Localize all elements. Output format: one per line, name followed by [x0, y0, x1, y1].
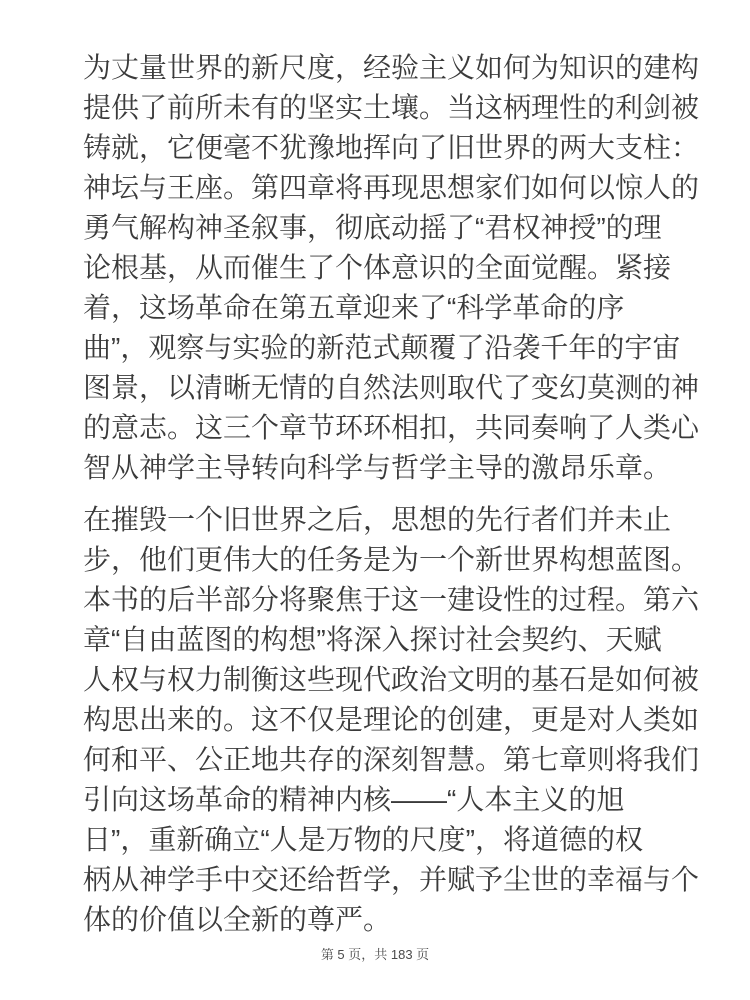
text-line: 人权与权力制衡这些现代政治文明的基石是如何被	[83, 664, 700, 695]
document-page	[83, 48, 710, 940]
text-line: 本书的后半部分将聚焦于这一建设性的过程。第六	[83, 584, 700, 615]
page-number-indicator: 第 5 页，共 183 页	[320, 947, 430, 962]
text-line: 图景，以清晰无情的自然法则取代了变幻莫测的神	[83, 372, 700, 403]
page-footer	[0, 946, 750, 964]
text-line: 智从神学主导转向科学与哲学主导的激昂乐章。	[83, 452, 672, 483]
text-line: 在摧毁一个旧世界之后，思想的先行者们并未止	[83, 504, 672, 535]
text-line: 为丈量世界的新尺度，经验主义如何为知识的建构	[83, 52, 700, 83]
text-line: 勇气解构神圣叙事，彻底动摇了“君权神授”的理	[83, 212, 662, 243]
text-line: 步，他们更伟大的任务是为一个新世界构想蓝图。	[83, 544, 700, 575]
text-line: 论根基，从而催生了个体意识的全面觉醒。紧接	[83, 252, 672, 283]
text-line: 曲”，观察与实验的新范式颠覆了沿袭千年的宇宙	[83, 332, 681, 363]
text-line: 柄从神学手中交还给哲学，并赋予尘世的幸福与个	[83, 864, 700, 895]
paragraph	[83, 500, 710, 940]
text-line: 铸就，它便毫不犹豫地挥向了旧世界的两大支柱：	[83, 132, 700, 163]
text-line: 提供了前所未有的坚实土壤。当这柄理性的利剑被	[83, 92, 700, 123]
text-line: 的意志。这三个章节环环相扣，共同奏响了人类心	[83, 412, 700, 443]
text-line: 构思出来的。这不仅是理论的创建，更是对人类如	[83, 704, 700, 735]
text-line: 引向这场革命的精神内核——“人本主义的旭	[83, 784, 625, 815]
text-line: 何和平、公正地共存的深刻智慧。第七章则将我们	[83, 744, 700, 775]
paragraph	[83, 48, 710, 488]
text-line: 日”，重新确立“人是万物的尺度”，将道德的权	[83, 824, 643, 855]
text-line: 章“自由蓝图的构想”将深入探讨社会契约、天赋	[83, 624, 662, 655]
text-line: 神坛与王座。第四章将再现思想家们如何以惊人的	[83, 172, 700, 203]
text-line: 体的价值以全新的尊严。	[83, 904, 392, 935]
text-line: 着，这场革命在第五章迎来了“科学革命的序	[83, 292, 625, 323]
